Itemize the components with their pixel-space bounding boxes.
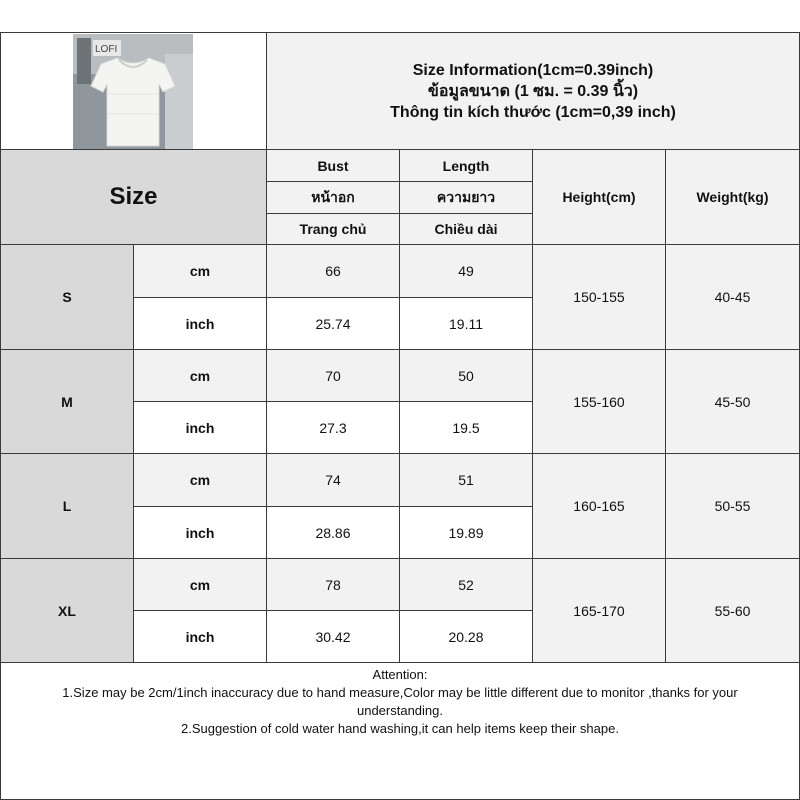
attention-note-2: 2.Suggestion of cold water hand washing,it can help items keep their shape. <box>181 721 619 736</box>
unit-inch-label: inch <box>133 610 267 663</box>
bust-cm-value: 78 <box>266 558 400 611</box>
bust-header-vi: Trang chủ <box>266 213 400 245</box>
weight-value: 50-55 <box>665 453 800 559</box>
height-value: 150-155 <box>532 244 666 350</box>
length-cm-value: 50 <box>399 349 533 402</box>
size-column-header: Size <box>0 149 267 245</box>
length-inch-value: 19.89 <box>399 506 533 559</box>
length-header-en: Length <box>399 149 533 182</box>
height-value: 155-160 <box>532 349 666 454</box>
length-inch-value: 20.28 <box>399 610 533 663</box>
weight-value: 40-45 <box>665 244 800 350</box>
unit-inch-label: inch <box>133 297 267 350</box>
attention-title: Attention: <box>372 667 428 682</box>
unit-inch-label: inch <box>133 401 267 454</box>
size-label-m: M <box>0 349 134 454</box>
length-header-vi: Chiều dài <box>399 213 533 245</box>
bust-inch-value: 25.74 <box>266 297 400 350</box>
height-header: Height(cm) <box>532 149 666 245</box>
length-cm-value: 51 <box>399 453 533 507</box>
size-label-l: L <box>0 453 134 559</box>
bust-cm-value: 74 <box>266 453 400 507</box>
unit-cm-label: cm <box>133 558 267 611</box>
size-label-s: S <box>0 244 134 350</box>
weight-header: Weight(kg) <box>665 149 800 245</box>
length-cm-value: 49 <box>399 244 533 298</box>
bust-header-en: Bust <box>266 149 400 182</box>
attention-note-1: 1.Size may be 2cm/1inch inaccuracy due to hand measure,Color may be little different due to monitor ,thanks for your understanding. <box>62 685 738 718</box>
unit-cm-label: cm <box>133 244 267 298</box>
unit-cm-label: cm <box>133 453 267 507</box>
photo-sign-text: LOFI <box>95 44 118 55</box>
bust-cm-value: 70 <box>266 349 400 402</box>
length-inch-value: 19.5 <box>399 401 533 454</box>
size-info-header <box>266 32 800 150</box>
size-info-english: Size Information(1cm=0.39inch) <box>412 61 654 79</box>
height-value: 165-170 <box>532 558 666 663</box>
length-header-th: ความยาว <box>399 181 533 214</box>
unit-inch-label: inch <box>133 506 267 559</box>
product-photo <box>73 34 193 150</box>
bust-inch-value: 27.3 <box>266 401 400 454</box>
weight-value: 45-50 <box>665 349 800 454</box>
length-cm-value: 52 <box>399 558 533 611</box>
attention-notes <box>0 662 800 800</box>
bust-inch-value: 30.42 <box>266 610 400 663</box>
size-info-thai: ข้อมูลขนาด (1 ซม. = 0.39 นิ้ว) <box>427 82 639 100</box>
weight-value: 55-60 <box>665 558 800 663</box>
size-label-xl: XL <box>0 558 134 663</box>
length-inch-value: 19.11 <box>399 297 533 350</box>
height-value: 160-165 <box>532 453 666 559</box>
bust-cm-value: 66 <box>266 244 400 298</box>
size-info-vietnamese: Thông tin kích thước (1cm=0,39 inch) <box>390 103 676 121</box>
product-photo-cell <box>0 32 267 150</box>
unit-cm-label: cm <box>133 349 267 402</box>
bust-inch-value: 28.86 <box>266 506 400 559</box>
bust-header-th: หน้าอก <box>266 181 400 214</box>
